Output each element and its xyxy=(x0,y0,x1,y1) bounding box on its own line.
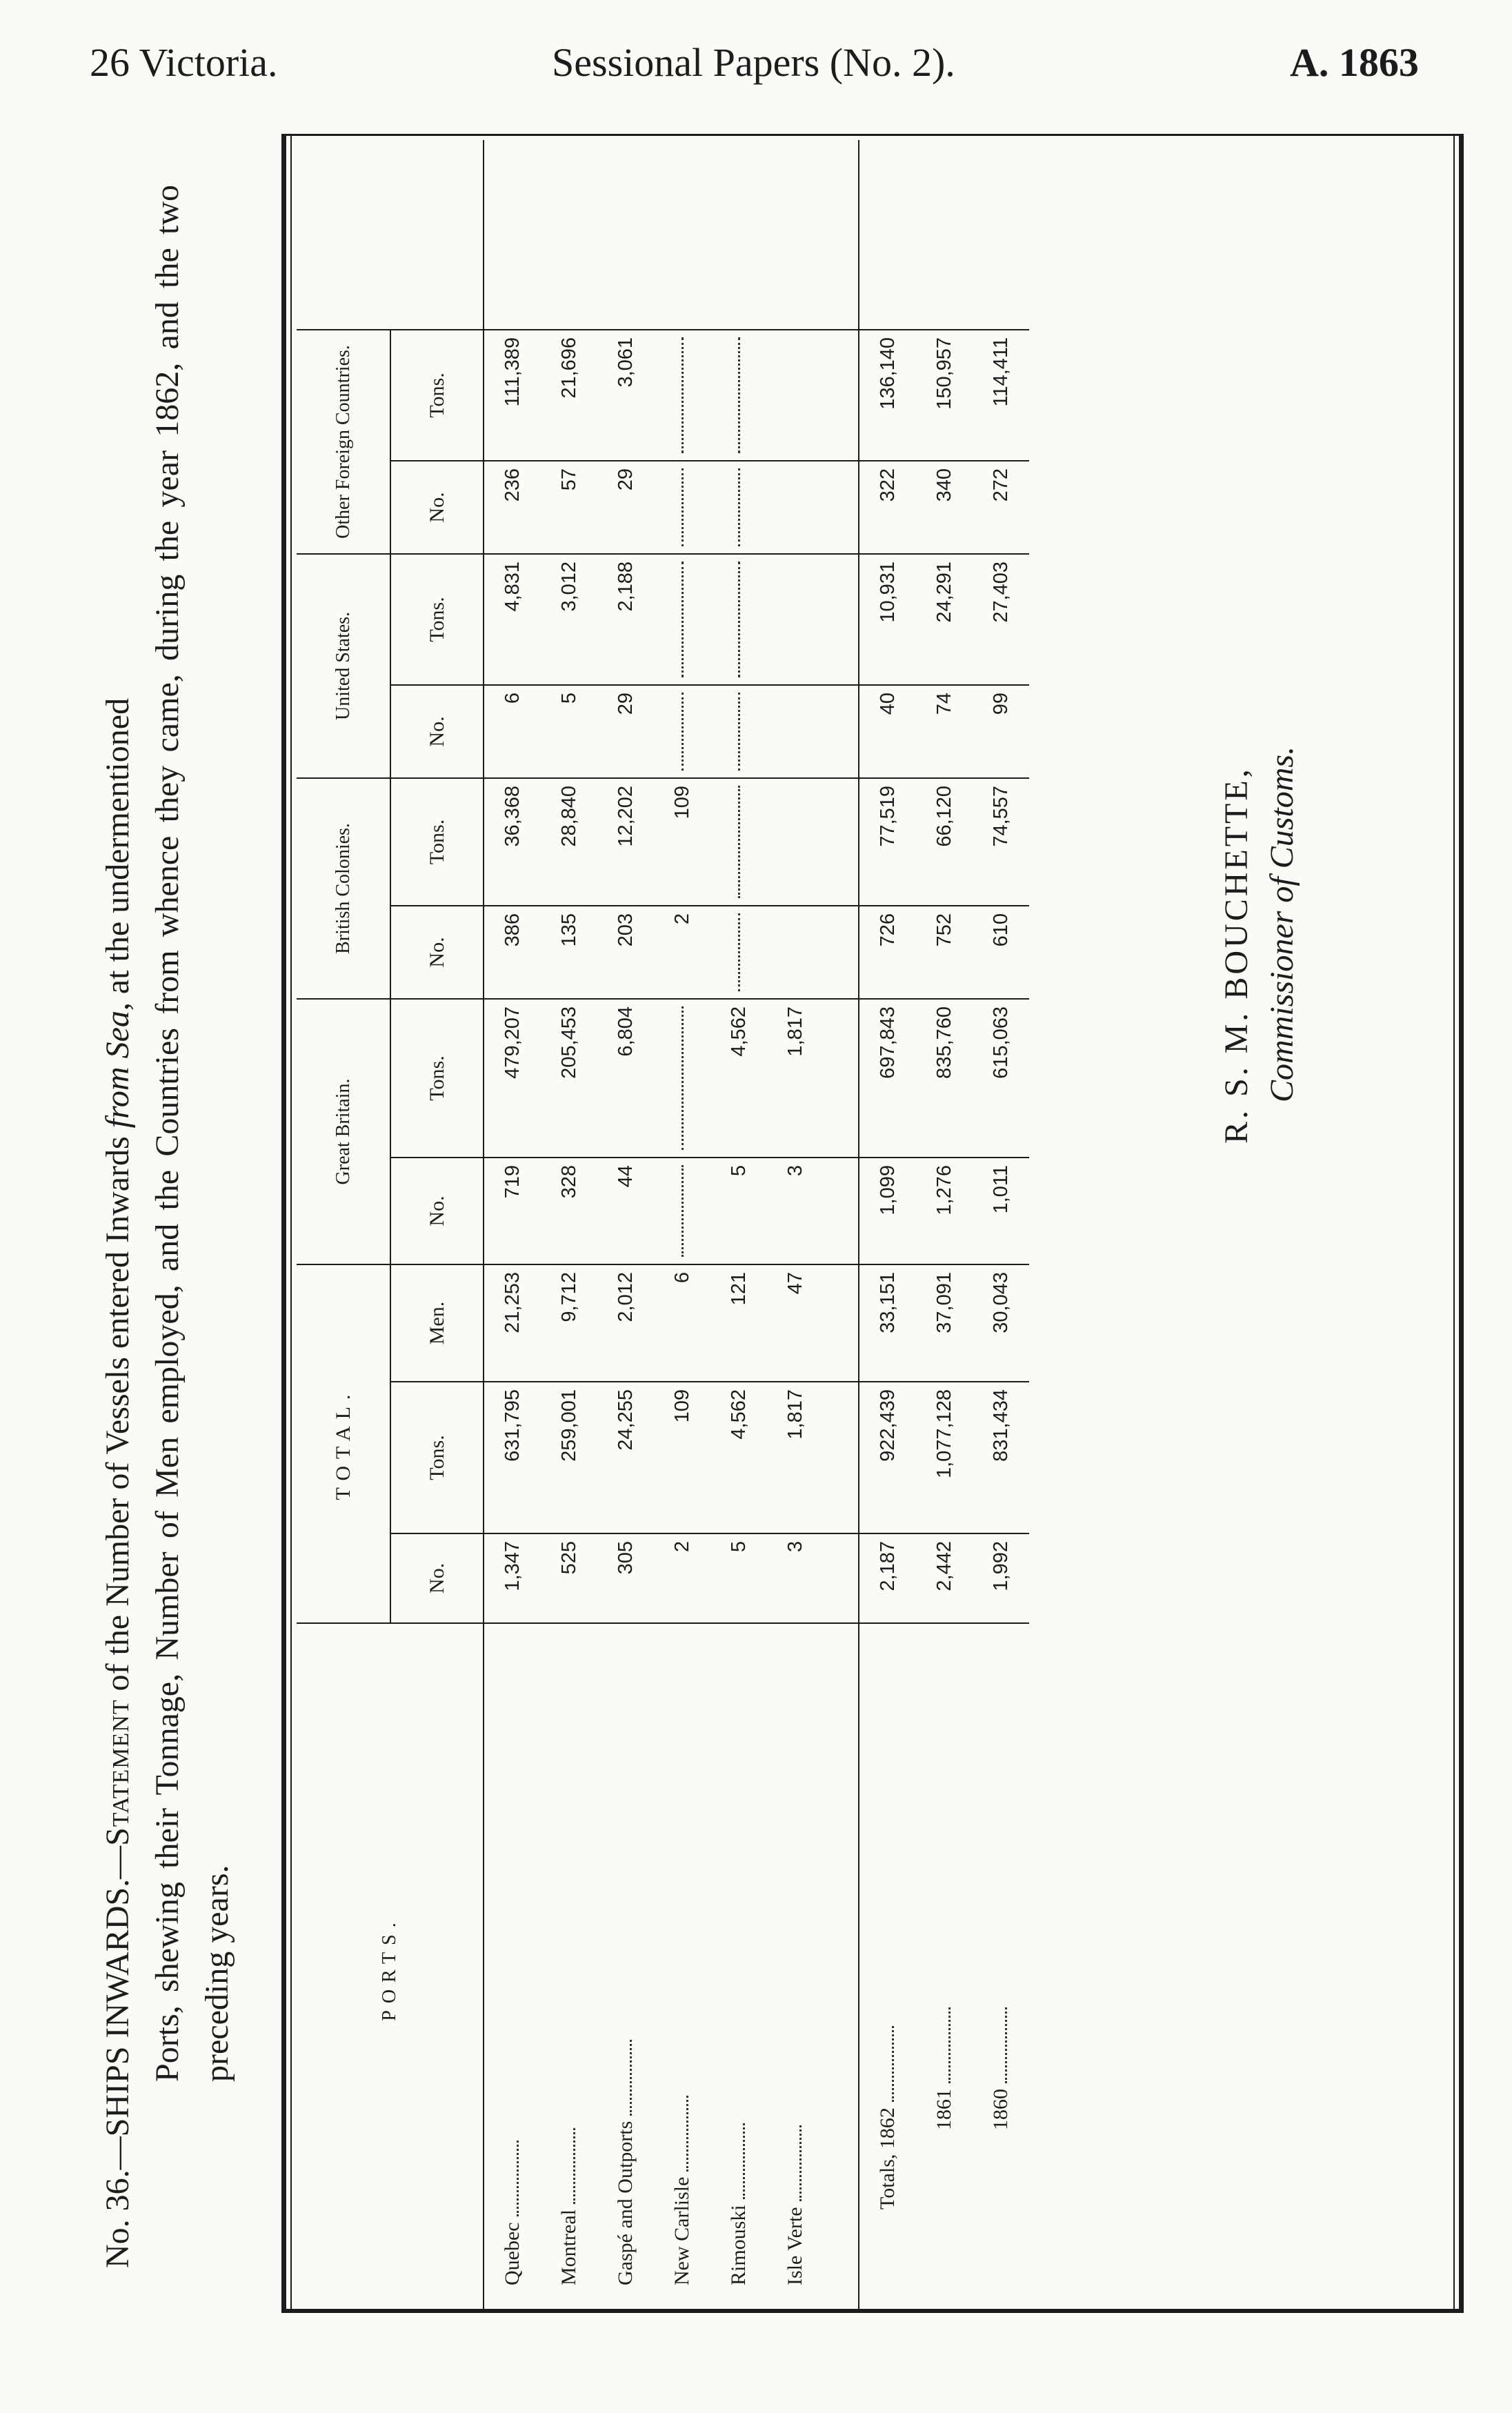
empty-cell-dots xyxy=(682,1165,684,1257)
cell-total-tons: 1,077,128 xyxy=(916,1382,973,1533)
empty-header xyxy=(297,140,484,330)
spacer-cell xyxy=(824,685,859,778)
cell-of-no: 57 xyxy=(541,461,597,554)
row-label-text: Quebec xyxy=(501,2222,524,2285)
port-name xyxy=(767,1623,824,2313)
cell-men: 9,712 xyxy=(541,1264,597,1382)
totals-label xyxy=(859,1623,916,2313)
cell-total-no: 525 xyxy=(541,1533,597,1623)
gb-no-header: No. xyxy=(390,1158,484,1264)
empty-cell xyxy=(597,140,654,330)
row-label-text: Totals, 1862 xyxy=(876,2107,899,2210)
cell-gb-no: 44 xyxy=(597,1158,654,1264)
port-name xyxy=(484,1623,541,2313)
spacer-cell xyxy=(824,1533,859,1623)
cell-total-no: 2,442 xyxy=(916,1533,973,1623)
cell-of-no xyxy=(767,461,824,554)
cell-bc-no: 610 xyxy=(973,906,1029,999)
header-paper-title: Sessional Papers (No. 2). xyxy=(552,40,955,85)
leader-dots xyxy=(799,2125,802,2201)
of-tons-header: Tons. xyxy=(390,330,484,461)
total-no-header: No. xyxy=(390,1533,484,1623)
cell-gb-tons: 6,804 xyxy=(597,999,654,1158)
cell-gb-tons: 4,562 xyxy=(710,999,767,1158)
cell-of-no: 272 xyxy=(973,461,1029,554)
signature-block xyxy=(1214,746,1305,1144)
cell-total-tons: 1,817 xyxy=(767,1382,824,1533)
cell-of-tons xyxy=(710,330,767,461)
table-row xyxy=(767,140,824,2313)
row-label-text: 1861 xyxy=(933,2089,955,2130)
totals-row xyxy=(973,140,1029,2313)
title-from-sea: from Sea xyxy=(99,1011,136,1129)
empty-cell xyxy=(541,140,597,330)
british-colonies-header: British Colonies. xyxy=(297,778,390,999)
cell-bc-tons: 28,840 xyxy=(541,778,597,906)
cell-us-tons xyxy=(767,554,824,685)
cell-gb-no: 1,099 xyxy=(859,1158,916,1264)
empty-cell-dots xyxy=(738,786,740,898)
cell-bc-tons: 74,557 xyxy=(973,778,1029,906)
port-name xyxy=(597,1623,654,2313)
cell-total-tons: 259,001 xyxy=(541,1382,597,1533)
cell-gb-tons: 1,817 xyxy=(767,999,824,1158)
cell-us-no: 74 xyxy=(916,685,973,778)
header-session: 26 Victoria. xyxy=(90,40,278,85)
cell-total-no: 2 xyxy=(654,1533,710,1623)
cell-of-tons: 111,389 xyxy=(484,330,541,461)
gb-tons-header: Tons. xyxy=(390,999,484,1158)
ships-inwards-table xyxy=(297,140,1029,2313)
cell-of-no: 340 xyxy=(916,461,973,554)
cell-men: 6 xyxy=(654,1264,710,1382)
row-label-text: New Carlisle xyxy=(670,2176,693,2285)
cell-us-tons xyxy=(654,554,710,685)
cell-us-tons: 3,012 xyxy=(541,554,597,685)
empty-cell-dots xyxy=(738,562,740,677)
cell-us-no: 29 xyxy=(597,685,654,778)
title-number: No. 36.—SHIPS INWARDS.— xyxy=(99,1845,136,2268)
cell-bc-tons: 12,202 xyxy=(597,778,654,906)
cell-bc-tons: 36,368 xyxy=(484,778,541,906)
cell-total-tons: 24,255 xyxy=(597,1382,654,1533)
cell-bc-tons xyxy=(767,778,824,906)
cell-men: 30,043 xyxy=(973,1264,1029,1382)
title-statement: Statement xyxy=(99,1699,136,1846)
empty-cell-dots xyxy=(738,913,740,991)
cell-us-tons: 10,931 xyxy=(859,554,916,685)
cell-of-tons: 150,957 xyxy=(916,330,973,461)
cell-bc-no: 386 xyxy=(484,906,541,999)
cell-us-no xyxy=(654,685,710,778)
cell-gb-tons: 615,063 xyxy=(973,999,1029,1158)
totals-label xyxy=(973,1623,1029,2313)
cell-total-tons: 109 xyxy=(654,1382,710,1533)
cell-of-tons: 136,140 xyxy=(859,330,916,461)
cell-of-no: 322 xyxy=(859,461,916,554)
totals-row xyxy=(859,140,916,2313)
cell-of-tons: 21,696 xyxy=(541,330,597,461)
port-name xyxy=(710,1623,767,2313)
cell-gb-no xyxy=(654,1158,710,1264)
table-row xyxy=(597,140,654,2313)
empty-cell-dots xyxy=(682,562,684,677)
leader-dots xyxy=(743,2123,745,2199)
empty-cell xyxy=(767,140,824,330)
total-group-header: TOTAL. xyxy=(297,1264,390,1623)
cell-us-tons: 24,291 xyxy=(916,554,973,685)
cell-total-tons: 831,434 xyxy=(973,1382,1029,1533)
header-year: A. 1863 xyxy=(1290,40,1419,85)
cell-men: 37,091 xyxy=(916,1264,973,1382)
cell-us-tons: 4,831 xyxy=(484,554,541,685)
cell-total-no: 2,187 xyxy=(859,1533,916,1623)
cell-gb-tons: 479,207 xyxy=(484,999,541,1158)
cell-of-no: 29 xyxy=(597,461,654,554)
cell-gb-no: 5 xyxy=(710,1158,767,1264)
spacer-cell xyxy=(824,1264,859,1382)
us-no-header: No. xyxy=(390,685,484,778)
cell-of-tons: 3,061 xyxy=(597,330,654,461)
spacer-cell xyxy=(824,554,859,685)
cell-men: 121 xyxy=(710,1264,767,1382)
cell-of-tons xyxy=(654,330,710,461)
cell-total-no: 305 xyxy=(597,1533,654,1623)
cell-bc-no xyxy=(767,906,824,999)
empty-cell-dots xyxy=(738,693,740,771)
cell-gb-tons xyxy=(654,999,710,1158)
empty-cell-dots xyxy=(738,468,740,546)
leader-dots xyxy=(573,2128,575,2204)
empty-cell-dots xyxy=(682,337,684,453)
spacer-cell xyxy=(824,1382,859,1533)
spacer-row xyxy=(824,140,859,2313)
signature-name: R. S. M. BOUCHETTE, xyxy=(1218,766,1255,1144)
leader-dots xyxy=(1005,2007,1007,2083)
cell-us-no xyxy=(710,685,767,778)
cell-us-no: 99 xyxy=(973,685,1029,778)
cell-bc-no: 752 xyxy=(916,906,973,999)
cell-us-tons xyxy=(710,554,767,685)
leader-dots xyxy=(948,2007,951,2083)
cell-us-no: 6 xyxy=(484,685,541,778)
cell-total-no: 1,347 xyxy=(484,1533,541,1623)
cell-us-tons: 2,188 xyxy=(597,554,654,685)
us-tons-header: Tons. xyxy=(390,554,484,685)
port-name xyxy=(654,1623,710,2313)
cell-gb-no: 1,011 xyxy=(973,1158,1029,1264)
of-no-header: No. xyxy=(390,461,484,554)
spacer-cell xyxy=(824,461,859,554)
totals-label xyxy=(916,1623,973,2313)
title-text-2: , at the undermentioned xyxy=(99,697,136,1011)
table-row xyxy=(710,140,767,2313)
cell-of-no xyxy=(710,461,767,554)
spacer-cell xyxy=(824,140,859,330)
row-label-text: 1860 xyxy=(989,2089,1012,2130)
table-body xyxy=(484,140,1029,2313)
title-rest: Ports, shewing their Tonnage, Number of Men employed, and the Countries from whence they came, during the year 1862, and the two preceding years. xyxy=(149,185,235,2082)
other-foreign-header: Other Foreign Countries. xyxy=(297,330,390,554)
spacer-cell xyxy=(824,778,859,906)
spacer-cell xyxy=(824,999,859,1158)
empty-cell-dots xyxy=(682,468,684,546)
cell-gb-no: 328 xyxy=(541,1158,597,1264)
totals-row xyxy=(916,140,973,2313)
row-label-text: Isle Verte xyxy=(784,2207,806,2285)
cell-gb-tons: 697,843 xyxy=(859,999,916,1158)
cell-bc-no: 2 xyxy=(654,906,710,999)
title-first-line xyxy=(93,185,143,2268)
row-label-text: Montreal xyxy=(557,2210,580,2285)
empty-cell-dots xyxy=(682,693,684,771)
empty-cell xyxy=(710,140,767,330)
cell-us-tons: 27,403 xyxy=(973,554,1029,685)
cell-of-no: 236 xyxy=(484,461,541,554)
cell-of-tons xyxy=(767,330,824,461)
port-name xyxy=(541,1623,597,2313)
cell-gb-no: 1,276 xyxy=(916,1158,973,1264)
spacer-cell xyxy=(824,330,859,461)
cell-men: 2,012 xyxy=(597,1264,654,1382)
cell-us-no: 40 xyxy=(859,685,916,778)
cell-bc-no: 135 xyxy=(541,906,597,999)
cell-men: 47 xyxy=(767,1264,824,1382)
bc-no-header: No. xyxy=(390,906,484,999)
document-title xyxy=(93,185,242,2268)
empty-cell-dots xyxy=(738,337,740,453)
cell-total-tons: 4,562 xyxy=(710,1382,767,1533)
cell-men: 21,253 xyxy=(484,1264,541,1382)
cell-of-tons: 114,411 xyxy=(973,330,1029,461)
signature-title: Commissioner of Customs. xyxy=(1264,746,1300,1102)
cell-us-no: 5 xyxy=(541,685,597,778)
cell-total-no: 5 xyxy=(710,1533,767,1623)
cell-total-tons: 922,439 xyxy=(859,1382,916,1533)
cell-of-no xyxy=(654,461,710,554)
spacer-cell xyxy=(824,1623,859,2313)
empty-cell xyxy=(654,140,710,330)
leader-dots xyxy=(517,2141,519,2216)
cell-total-no: 1,992 xyxy=(973,1533,1029,1623)
leader-dots xyxy=(630,2040,632,2116)
bc-tons-header: Tons. xyxy=(390,778,484,906)
table-row xyxy=(541,140,597,2313)
cell-total-no: 3 xyxy=(767,1533,824,1623)
cell-gb-tons: 835,760 xyxy=(916,999,973,1158)
row-label-text: Rimouski xyxy=(727,2205,750,2285)
cell-bc-tons: 66,120 xyxy=(916,778,973,906)
united-states-header: United States. xyxy=(297,554,390,778)
total-tons-header: Tons. xyxy=(390,1382,484,1533)
table-row xyxy=(654,140,710,2313)
spacer-cell xyxy=(824,1158,859,1264)
cell-total-tons: 631,795 xyxy=(484,1382,541,1533)
leader-dots xyxy=(892,2026,894,2102)
ports-header: PORTS. xyxy=(379,1916,400,2021)
great-britain-header: Great Britain. xyxy=(297,999,390,1264)
cell-bc-no xyxy=(710,906,767,999)
spacer-cell xyxy=(824,906,859,999)
cell-bc-no: 203 xyxy=(597,906,654,999)
total-men-header: Men. xyxy=(390,1264,484,1382)
empty-cell xyxy=(973,140,1029,330)
title-text-1: of the Number of Vessels entered Inwards xyxy=(99,1128,136,1700)
empty-cell xyxy=(484,140,541,330)
cell-men: 33,151 xyxy=(859,1264,916,1382)
row-label-text: Gaspé and Outports xyxy=(614,2121,637,2285)
leader-dots xyxy=(686,2096,688,2172)
table-row xyxy=(484,140,541,2313)
empty-cell xyxy=(859,140,916,330)
empty-cell xyxy=(916,140,973,330)
cell-bc-tons: 109 xyxy=(654,778,710,906)
cell-gb-tons: 205,453 xyxy=(541,999,597,1158)
cell-bc-no: 726 xyxy=(859,906,916,999)
cell-gb-no: 719 xyxy=(484,1158,541,1264)
cell-bc-tons: 77,519 xyxy=(859,778,916,906)
cell-gb-no: 3 xyxy=(767,1158,824,1264)
cell-bc-tons xyxy=(710,778,767,906)
empty-cell-dots xyxy=(682,1006,684,1150)
cell-us-no xyxy=(767,685,824,778)
